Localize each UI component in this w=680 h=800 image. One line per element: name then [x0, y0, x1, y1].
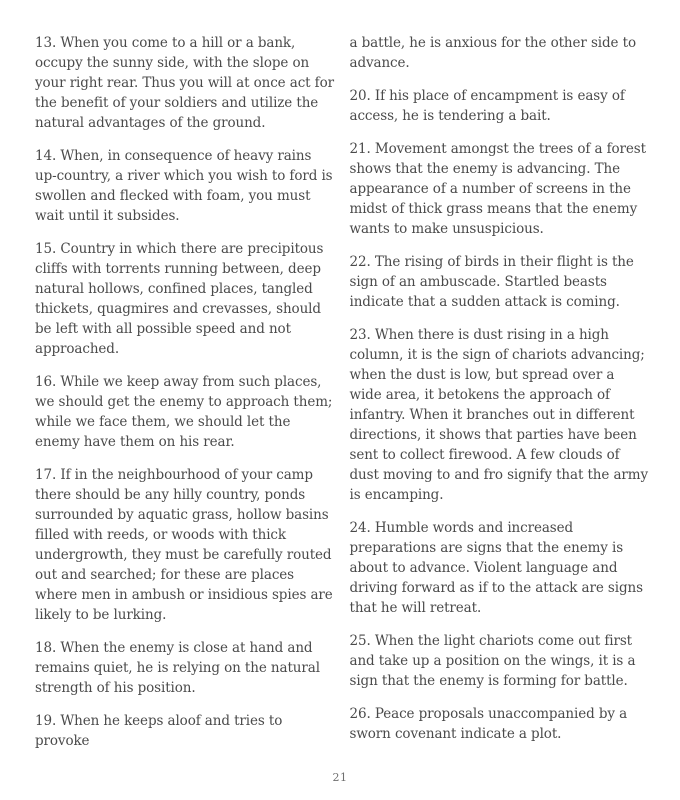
- paragraph-23: 23. When there is dust rising in a high column, it is the sign of chariots advancing; when the dust is low, but spread over a wide area, it betokens the approach of infantry. When it branches out in different directions, it shows that parties have been sent to collect firewood. A few clouds of dust moving to and fro signify that the army is encamping.: [349, 327, 649, 503]
- paragraph-13: 13. When you come to a hill or a bank, occupy the sunny side, with the slope on your right rear. Thus you will at once act for the benefit of your soldiers and utilize the natural advantages of the ground.: [35, 35, 334, 131]
- paragraph-24: 24. Humble words and increased preparations are signs that the enemy is about to advance. Violent language and driving forward as if to the attack are signs that he will retreat.: [349, 520, 643, 616]
- paragraph-18: 18. When the enemy is close at hand and remains quiet, he is relying on the natural strength of his position.: [35, 640, 320, 696]
- page-number: 21: [332, 771, 348, 784]
- paragraph-22: 22. The rising of birds in their flight is the sign of an ambuscade. Startled beasts indicate that a sudden attack is coming.: [349, 254, 634, 310]
- right-column: [350, 33, 651, 764]
- paragraph-25: 25. When the light chariots come out first and take up a position on the wings, it is a sign that the enemy is forming for battle.: [349, 633, 636, 689]
- paragraph-19-continued: a battle, he is anxious for the other side to advance.: [349, 35, 636, 71]
- left-column: [35, 33, 336, 764]
- paragraph-14: 14. When, in consequence of heavy rains up-country, a river which you wish to ford is swollen and flecked with foam, you must wait until it subsides.: [35, 148, 333, 224]
- paragraph-19: 19. When he keeps aloof and tries to provoke: [35, 713, 283, 749]
- paragraph-20: 20. If his place of encampment is easy of access, he is tendering a bait.: [349, 88, 625, 124]
- paragraph-26: 26. Peace proposals unaccompanied by a sworn covenant indicate a plot.: [349, 706, 628, 742]
- paragraph-21: 21. Movement amongst the trees of a forest shows that the enemy is advancing. The appearance of a number of screens in the midst of thick grass means that the enemy wants to make unsuspicious.: [349, 141, 646, 237]
- paragraph-16: 16. While we keep away from such places, we should get the enemy to approach them; while we face them, we should let the enemy have them on his rear.: [35, 374, 333, 450]
- paragraph-15: 15. Country in which there are precipitous cliffs with torrents running between, deep natural hollows, confined places, tangled thickets, quagmires and crevasses, should be left with all possible speed and not approached.: [35, 241, 324, 357]
- paragraph-17: 17. If in the neighbourhood of your camp there should be any hilly country, ponds surrounded by aquatic grass, hollow basins filled with reeds, or woods with thick undergrowth, they must be carefully routed out and searched; for these are places where men in ambush or insidious spies are likely to be lurking.: [35, 467, 333, 623]
